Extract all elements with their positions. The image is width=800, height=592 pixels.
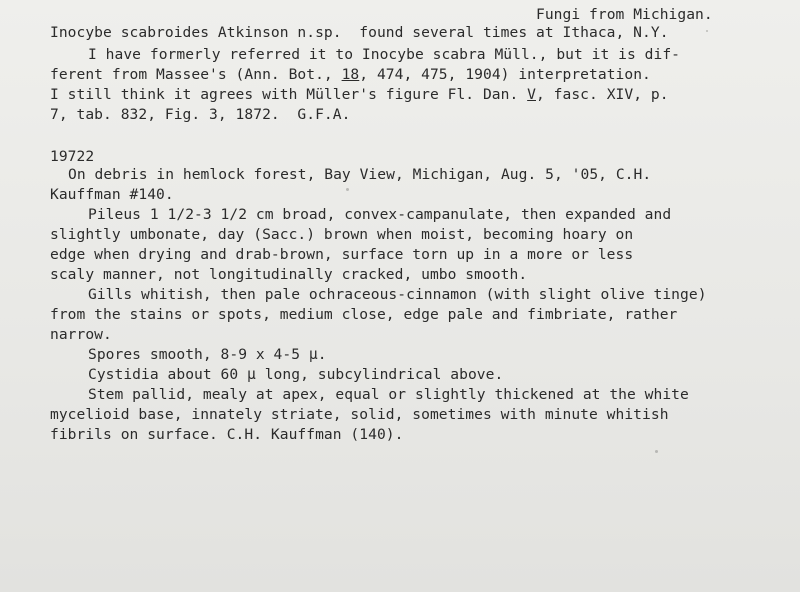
- note-line-3-text-a: ferent from Massee's (Ann. Bot.,: [50, 66, 342, 83]
- specimen-line: On debris in hemlock forest, Bay View, Michigan, Aug. 5, '05, C.H.: [68, 166, 652, 183]
- paper-speck: [346, 188, 349, 191]
- note-line-3-text-b: , 474, 475, 1904) interpretation.: [359, 66, 651, 83]
- paper-speck: [706, 30, 708, 32]
- specimen-line: Pileus 1 1/2-3 1/2 cm broad, convex-campanulate, then expanded and: [88, 206, 672, 223]
- specimen-line: from the stains or spots, medium close, edge pale and fimbriate, rather: [50, 306, 678, 323]
- note-line-2: I have formerly referred it to Inocybe scabra Müll., but it is dif-: [88, 46, 681, 63]
- specimen-line: Stem pallid, mealy at apex, equal or slightly thickened at the white: [88, 386, 689, 403]
- specimen-line: Spores smooth, 8-9 x 4-5 μ.: [88, 346, 327, 363]
- specimen-line: Kauffman #140.: [50, 186, 174, 203]
- specimen-line: edge when drying and drab-brown, surface torn up in a more or less: [50, 246, 634, 263]
- paper-speck: [655, 450, 658, 453]
- note-line-4: [50, 86, 669, 104]
- specimen-line: Gills whitish, then pale ochraceous-cinnamon (with slight olive tinge): [88, 286, 707, 303]
- journal-volume: 18: [341, 66, 360, 83]
- specimen-number: 19722: [50, 148, 95, 165]
- specimen-line: mycelioid base, innately striate, solid, sometimes with minute whitish: [50, 406, 669, 423]
- note-line-5: 7, tab. 832, Fig. 3, 1872. G.F.A.: [50, 106, 351, 123]
- note-line-1: Inocybe scabroides Atkinson n.sp. found several times at Ithaca, N.Y.: [50, 24, 669, 41]
- note-line-4-text-a: I still think it agrees with Müller's figure Fl. Dan.: [50, 86, 528, 103]
- specimen-line: fibrils on surface. C.H. Kauffman (140).: [50, 426, 404, 443]
- note-line-3: [50, 66, 651, 84]
- flora-volume: V: [527, 86, 536, 103]
- specimen-line: Cystidia about 60 μ long, subcylindrical above.: [88, 366, 504, 383]
- specimen-line: scaly manner, not longitudinally cracked, umbo smooth.: [50, 266, 528, 283]
- specimen-line: slightly umbonate, day (Sacc.) brown when moist, becoming hoary on: [50, 226, 634, 243]
- specimen-line: narrow.: [50, 326, 112, 343]
- note-line-4-text-b: , fasc. XIV, p.: [536, 86, 669, 103]
- card-heading: Fungi from Michigan.: [536, 6, 713, 23]
